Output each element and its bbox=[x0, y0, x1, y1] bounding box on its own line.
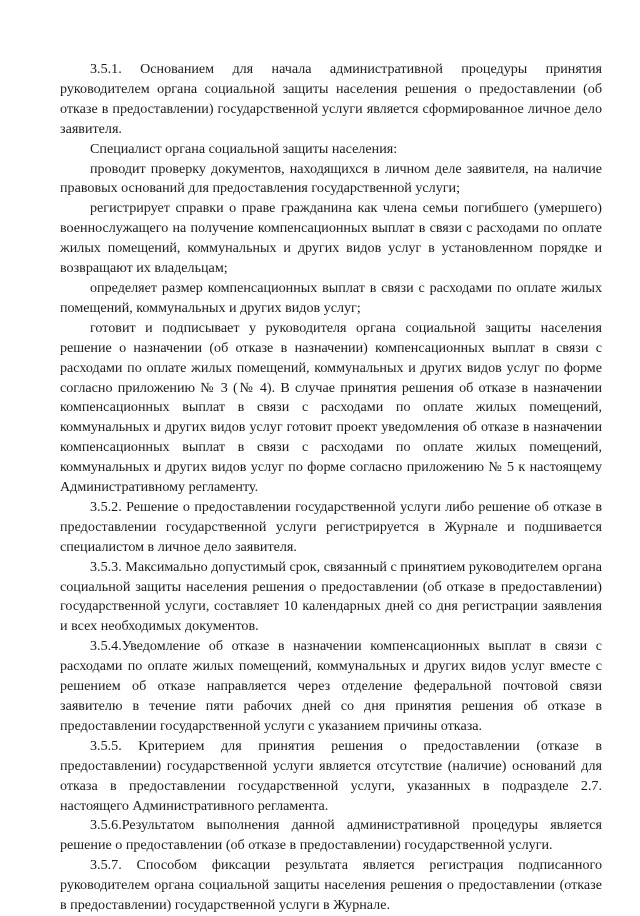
paragraph-3-5-7: 3.5.7. Способом фиксации результата является регистрация подписанного руководителем органа социальной защиты населения решения о предоставлении (отказе в предоставлении) государственной услуги в Журнале. bbox=[60, 857, 602, 914]
paragraph-3-5-6: 3.5.6.Результатом выполнения данной административной процедуры является решение о предоставлении (об отказе в предоставлении) государственной услуги. bbox=[60, 817, 602, 854]
paragraph-specialist-intro: Специалист органа социальной защиты населения: bbox=[90, 140, 398, 157]
paragraph-3-5-4: 3.5.4.Уведомление об отказе в назначении компенсационных выплат в связи с расходами по оплате жилых помещений, коммунальных и других видов услуг вместе с решением об отказе направляется через отделение федеральной почтовой связи заявителю в течение пяти рабочих дней со дня принятия решения об отказе в предоставлении государственной услуги с указанием причины отказа. bbox=[60, 638, 602, 734]
paragraph-determine-amount: определяет размер компенсационных выплат в связи с расходами по оплате жилых помещений, коммунальных и других видов услуг; bbox=[60, 279, 602, 316]
paragraph-check-documents: проводит проверку документов, находящихся в личном деле заявителя, на наличие правовых оснований для предоставления государственной услуги; bbox=[60, 160, 602, 197]
paragraph-3-5-2: 3.5.2. Решение о предоставлении государственной услуги либо решение об отказе в предоставлении государственной услуги регистрируется в Журнале и подшивается специалистом в личное дело заявителя. bbox=[60, 498, 602, 555]
paragraph-3-5-3: 3.5.3. Максимально допустимый срок, связанный с принятием руководителем органа социальной защиты населения решения о предоставлении (об отказе в предоставлении) государственной услуги, составляет 10 календарных дней со дня регистрации заявления и всех необходимых документов. bbox=[60, 558, 602, 635]
paragraph-3-5-1: 3.5.1. Основанием для начала административной процедуры принятия руководителем органа социальной защиты населения решения о предоставлении (об отказе в предоставлении) государственной услуги является сформированное личное дело заявителя. bbox=[60, 61, 602, 137]
paragraph-prepare-decision: готовит и подписывает у руководителя органа социальной защиты населения решение о назначении (об отказе в назначении) компенсационных выплат в связи с расходами по оплате жилых помещений, коммунальных и других видов услуг по форме согласно приложению № 3 (№ 4). В случае принятия решения об отказе в назначении компенсационных выплат в связи с расходами по оплате жилых помещений, коммунальных и других видов услуг готовит проект уведомления об отказе в назначении компенсационных выплат в связи с расходами по оплате жилых помещений, коммунальных и других видов услуг по форме согласно приложению № 5 к настоящему Административному регламенту. bbox=[60, 319, 602, 496]
paragraph-register-certificates: регистрирует справки о праве гражданина как члена семьи погибшего (умершего) военнослужащего на получение компенсационных выплат в связи с расходами по оплате жилых помещений, коммунальных и других видов услуг в установленном порядке и возвращают их владельцам; bbox=[60, 200, 602, 277]
paragraph-3-5-5: 3.5.5. Критерием для принятия решения о предоставлении (отказе в предоставлении) государственной услуги является отсутствие (наличие) оснований для отказа в предоставлении государственной услуги, указанных в подразделе 2.7. настоящего Административного регламента. bbox=[60, 737, 602, 814]
